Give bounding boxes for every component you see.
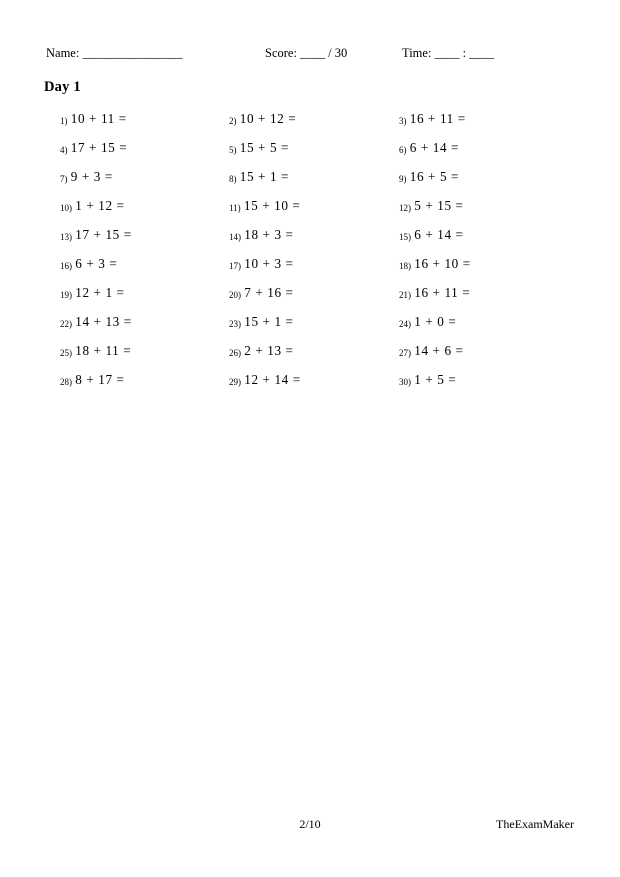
problem-number: 17)	[229, 261, 241, 271]
problem-row	[0, 286, 620, 315]
problem-row	[0, 373, 620, 402]
problem-item	[399, 257, 471, 270]
problem-expression: 17 + 15 =	[75, 227, 132, 242]
problem-expression: 9 + 3 =	[70, 169, 113, 184]
problem-item	[399, 112, 466, 125]
problem-number: 13)	[60, 232, 72, 242]
brand-label: TheExamMaker	[496, 817, 574, 831]
problem-number: 16)	[60, 261, 72, 271]
problem-expression: 14 + 13 =	[75, 314, 132, 329]
worksheet-footer	[0, 817, 620, 877]
problem-number: 24)	[399, 319, 411, 329]
problem-number: 23)	[229, 319, 241, 329]
problem-number: 14)	[229, 232, 241, 242]
problem-item	[60, 170, 113, 183]
problem-expression: 15 + 5 =	[239, 140, 290, 155]
name-field-label: Name: ________________	[46, 46, 183, 60]
time-field-label: Time: ____ : ____	[402, 46, 495, 60]
problem-expression: 10 + 12 =	[239, 111, 297, 126]
problem-item	[60, 141, 127, 154]
problem-number: 29)	[229, 377, 241, 387]
problem-expression: 10 + 3 =	[244, 256, 294, 271]
problem-item	[60, 344, 131, 357]
problem-expression: 1 + 5 =	[414, 372, 457, 387]
problem-item	[229, 199, 300, 212]
problem-number: 7)	[60, 174, 68, 184]
problem-expression: 12 + 14 =	[244, 372, 301, 387]
problem-item	[399, 199, 464, 212]
problem-row	[0, 344, 620, 373]
problem-item	[229, 286, 294, 299]
problem-number: 5)	[229, 145, 237, 155]
problem-grid	[0, 112, 620, 402]
problem-expression: 5 + 15 =	[414, 198, 464, 213]
problem-number: 9)	[399, 174, 407, 184]
problem-expression: 18 + 11 =	[75, 343, 132, 358]
problem-number: 30)	[399, 377, 411, 387]
problem-item	[229, 315, 294, 328]
problem-expression: 18 + 3 =	[244, 227, 294, 242]
problem-number: 20)	[229, 290, 241, 300]
problem-number: 19)	[60, 290, 72, 300]
problem-item	[60, 373, 125, 386]
problem-expression: 10 + 11 =	[70, 111, 127, 126]
worksheet-header	[0, 46, 620, 66]
score-field-label: Score: ____ / 30	[265, 46, 348, 60]
problem-number: 12)	[399, 203, 411, 213]
problem-item	[399, 170, 459, 183]
problem-item	[229, 257, 294, 270]
problem-expression: 1 + 12 =	[75, 198, 125, 213]
problem-item	[229, 112, 296, 125]
problem-item	[60, 112, 127, 125]
problem-number: 8)	[229, 174, 237, 184]
problem-item	[229, 344, 294, 357]
problem-item	[399, 141, 459, 154]
problem-expression: 16 + 10 =	[414, 256, 471, 271]
problem-number: 28)	[60, 377, 72, 387]
problem-row	[0, 199, 620, 228]
problem-expression: 16 + 11 =	[409, 111, 466, 126]
problem-expression: 1 + 0 =	[414, 314, 457, 329]
problem-row	[0, 257, 620, 286]
problem-item	[60, 286, 125, 299]
problem-item	[399, 315, 456, 328]
problem-expression: 15 + 1 =	[244, 314, 294, 329]
problem-item	[399, 228, 464, 241]
problem-number: 21)	[399, 290, 411, 300]
problem-item	[399, 286, 470, 299]
problem-item	[229, 373, 301, 386]
problem-expression: 7 + 16 =	[244, 285, 294, 300]
problem-row	[0, 170, 620, 199]
problem-number: 18)	[399, 261, 411, 271]
problem-expression: 16 + 5 =	[409, 169, 460, 184]
problem-expression: 6 + 3 =	[75, 256, 118, 271]
problem-expression: 17 + 15 =	[70, 140, 128, 155]
problem-item	[229, 170, 289, 183]
problem-number: 15)	[399, 232, 411, 242]
problem-expression: 8 + 17 =	[75, 372, 125, 387]
problem-item	[60, 228, 132, 241]
problem-item	[229, 141, 289, 154]
page-title: Day 1	[44, 79, 81, 95]
problem-expression: 6 + 14 =	[409, 140, 460, 155]
problem-item	[399, 344, 464, 357]
problem-number: 22)	[60, 319, 72, 329]
problem-number: 26)	[229, 348, 241, 358]
problem-expression: 14 + 6 =	[414, 343, 464, 358]
problem-number: 10)	[60, 203, 72, 213]
problem-number: 25)	[60, 348, 72, 358]
problem-number: 27)	[399, 348, 411, 358]
problem-row	[0, 112, 620, 141]
problem-expression: 16 + 11 =	[414, 285, 471, 300]
problem-expression: 12 + 1 =	[75, 285, 125, 300]
problem-number: 3)	[399, 116, 407, 126]
problem-row	[0, 141, 620, 170]
problem-number: 4)	[60, 145, 68, 155]
problem-expression: 6 + 14 =	[414, 227, 464, 242]
problem-number: 11)	[229, 203, 241, 213]
problem-row	[0, 315, 620, 344]
problem-expression: 2 + 13 =	[244, 343, 294, 358]
problem-item	[60, 315, 132, 328]
problem-item	[60, 199, 125, 212]
problem-expression: 15 + 1 =	[239, 169, 290, 184]
problem-expression: 15 + 10 =	[243, 198, 301, 213]
problem-item	[60, 257, 117, 270]
page-number: 2/10	[299, 817, 321, 831]
problem-number: 2)	[229, 116, 237, 126]
problem-item	[229, 228, 294, 241]
problem-row	[0, 228, 620, 257]
problem-number: 6)	[399, 145, 407, 155]
problem-item	[399, 373, 456, 386]
problem-number: 1)	[60, 116, 68, 126]
